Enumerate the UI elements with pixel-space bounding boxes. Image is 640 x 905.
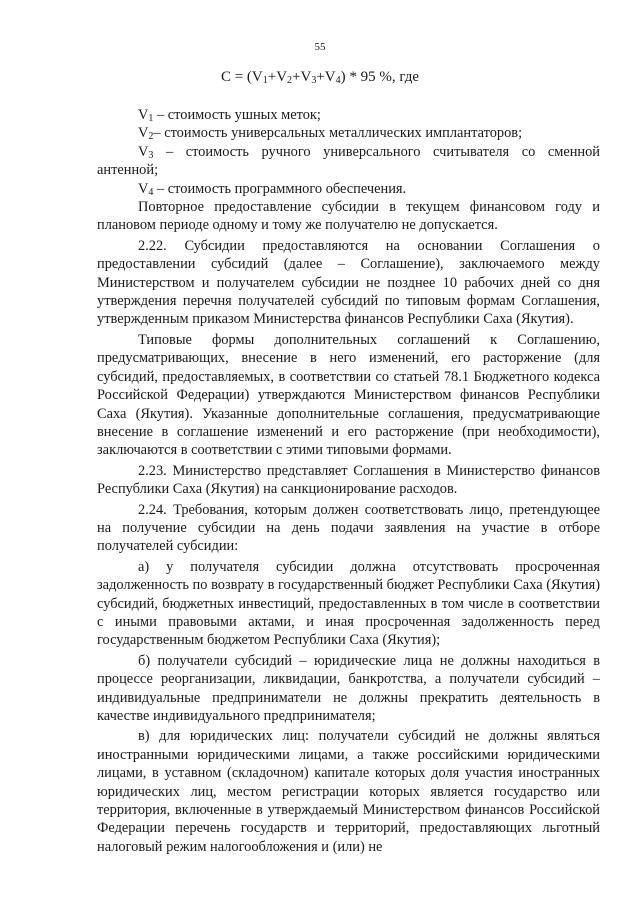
- subsidy-formula: $C = (V_1+V_2+V_3+V_4) * 95$ %, где: [220, 69, 420, 86]
- definition-v2: $V_2-$ стоимость универсальных металлических имплантаторов;: [138, 125, 523, 143]
- page-number: 55: [314, 41, 326, 53]
- list-item-b: б) получатели субсидий – юридические лица не должны находиться в процессе реорганизации, ликвидации, банкротства, а получатели субсидий – индивидуальные предприниматели не должны прекратить деятельность в качестве индивидуального предпринимателя;: [97, 652, 600, 724]
- paragraph-2-22: 2.22. Субсидии предоставляются на основании Соглашения о предоставлении субсидий (далее – Соглашение), заключаемого между Министерством и получателем субсидии не позднее 10 рабочих дней со дня утверждения перечня получателей субсидий по типовым формам Соглашения, утвержденным приказом Министерства финансов Республики Саха (Якутия).: [97, 237, 600, 328]
- paragraph-2-24: 2.24. Требования, которым должен соответствовать лицо, претендующее на получение субсидии на день подачи заявления на участие в отборе получателей субсидии:: [97, 501, 600, 555]
- list-item-v: в) для юридических лиц: получатели субсидий не должны являться иностранными юридическими лицами, а также российскими юридическими лицами, в уставном (складочном) капитале которых доля участия иностранных юридических лиц, местом регистрации которых является государство или территория, включенные в утверждаемый Министерством финансов Российской Федерации перечень государств и территорий, предоставляющих льготный налоговый режим налогообложения и (или) не: [97, 728, 600, 855]
- document-body: [97, 106, 600, 856]
- paragraph-typical-forms: Типовые формы дополнительных соглашений к Соглашению, предусматривающих, внесение в него изменений, его расторжение (для субсидий, предоставляемых, в соответствии со статьей 78.1 Бюджетного кодекса Российской Федерации) утверждаются Министерством финансов Республики Саха (Якутия). Указанные дополнительные соглашения, предусматривающие внесение в соглашение изменений и его расторжение (при необходимости), заключаются в соответствии с этими типовыми формами.: [97, 331, 600, 459]
- definition-v4: $V_4$ – стоимость программного обеспечения.: [138, 180, 407, 198]
- definition-v1: $V_1$ – стоимость ушных меток;: [138, 107, 321, 124]
- definition-v3: $V_3$ – стоимость ручного универсального считывателя со сменной антенной;: [97, 143, 600, 179]
- paragraph-2-23: 2.23. Министерство представляет Соглашения в Министерство финансов Республики Саха (Якутия) на санкционирование расходов.: [97, 462, 600, 498]
- paragraph-repeat-subsidy: Повторное предоставление субсидии в текущем финансовом году и плановом периоде одному и тому же получателю не допускается.: [97, 199, 600, 234]
- list-item-a: а) у получателя субсидии должна отсутствовать просроченная задолженность по возврату в государственный бюджет Республики Саха (Якутия) субсидий, бюджетных инвестиций, предоставленных в том числе в соответствии с иными правовыми актами, и иная просроченная задолженность перед государственным бюджетом Республики Саха (Якутия);: [97, 558, 600, 649]
